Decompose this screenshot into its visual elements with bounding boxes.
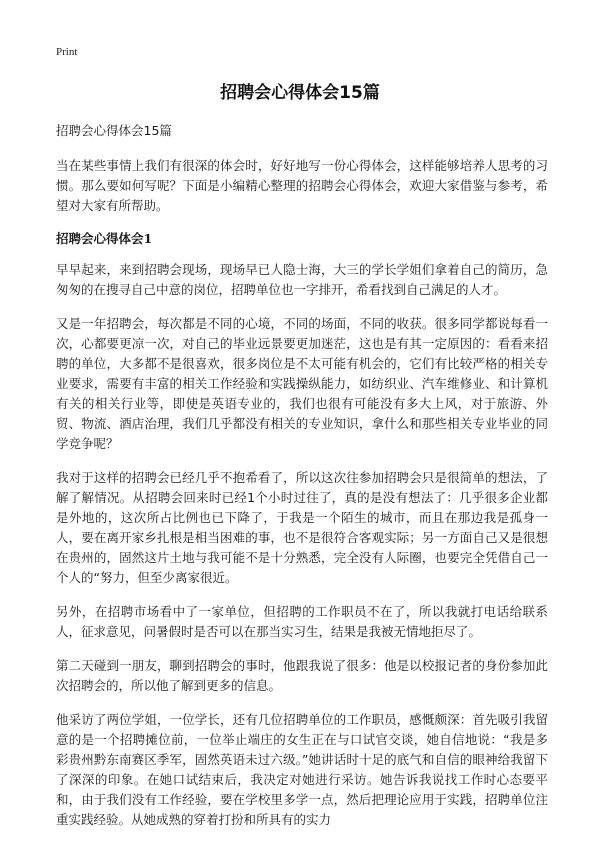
paragraph: 我对于这样的招聘会已经几乎不抱希看了，所以这次往参加招聘会只是很简单的想法，了解了解情况。从招聘会回来时已经1个小时过往了，真的是没有想法了：几乎很多企业都是外地的，这次所占比例也已下降了，于我是一个陌生的城市，而且在那边我是孤身一人，要在离开家乡扎根是相当困难的事，也不是很符合客观实际；另一方面自己又是很想在贵州的，固然这片土地与我可能不是十分熟悉，完全没有人际圈，也要完全凭借自己一个人的“努力，但至少离家很近。 <box>56 470 548 585</box>
paragraph: 他采访了两位学姐，一位学长，还有几位招聘单位的工作职员，感慨颇深：首先吸引我留意的是一个招聘摊位前，一位举止端庄的女生正在与口试官交谈，她自信地说：“我是多彩贵州黔东南赛区季军，固然英语未过六级。”她讲话时十足的底气和自信的眼神给我留下了深深的印象。在她口试结束后，我决定对她进行采访。她告诉我说找工作时心态要平和，由于我们没有工作经验，要在学校里多学一点，然后把理论应用于实践，招聘单位注重实践经验。从她成熟的穿着打扮和所具有的实力 <box>56 712 548 827</box>
intro-paragraph: 当在某些事情上我们有很深的体会时，好好地写一份心得体会，这样能够培养人思考的习惯。那么要如何写呢？下面是小编精心整理的招聘会心得体会，欢迎大家借鉴与参考，希望对大家有所帮助。 <box>56 158 548 213</box>
paragraph: 又是一年招聘会，每次都是不同的心境，不同的场面，不同的收获。很多同学都说每看一次，心都要更凉一次，对自己的毕业远景要更加迷茫，这也是有其一定原因的：看看来招聘的单位，大多都不是很喜欢，很多岗位是不太可能有机会的，它们有比较严格的相关专业要求，需要有丰富的相关工作经验和实践操纵能力，如纺织业、汽车维修业、和计算机有关的相关行业等，即使是英语专业的，我们也很有可能没有多大上风，对于旅游、外贸、物流、酒店治理，我们几乎都没有相关的专业知识，拿什么和那些相关专业毕业的同学竞争呢？ <box>56 316 548 451</box>
paragraph: 第二天碰到一朋友，聊到招聘会的事时，他跟我说了很多：他是以校报记者的身份参加此次招聘会的，所以他了解到更多的信息。 <box>56 658 548 693</box>
paragraph: 另外，在招聘市场看中了一家单位，但招聘的工作职员不在了，所以我就打电话给联系人，征求意见，问暑假时是否可以在那当实习生，结果是我被无情地拒尽了。 <box>56 604 548 639</box>
paragraph: 早早起来，来到招聘会现场，现场早已人隐士海，大三的学长学姐们拿着自己的简历，急匆匆的在搜寻自己中意的岗位，招聘单位也一字排开，希看找到自己满足的人才。 <box>56 262 548 297</box>
document-subtitle: 招聘会心得体会15篇 <box>56 123 172 138</box>
section-heading: 招聘会心得体会1 <box>56 231 153 246</box>
print-link[interactable]: Print <box>56 46 78 58</box>
document-body <box>56 122 548 844</box>
document-title: 招聘会心得体会15篇 <box>220 83 380 103</box>
